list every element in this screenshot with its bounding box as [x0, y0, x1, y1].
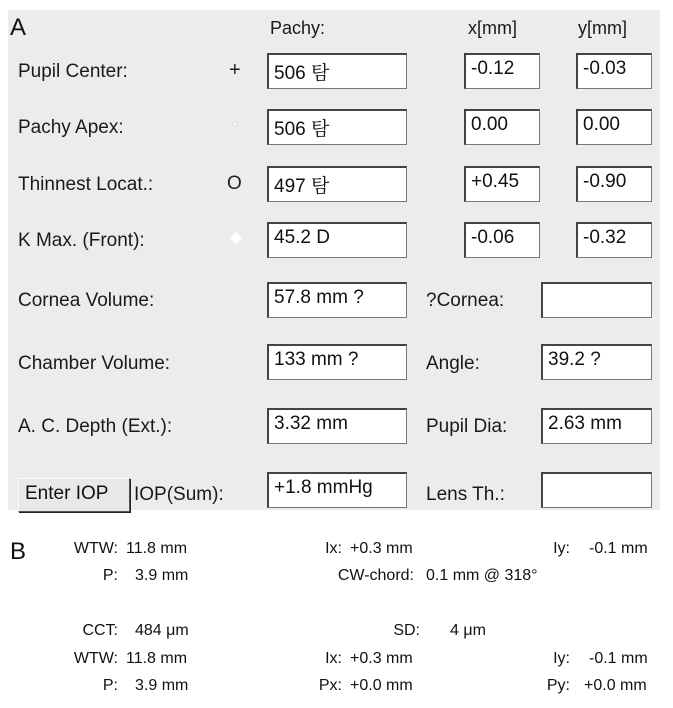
px-value: +0.0 mm	[350, 677, 413, 694]
wtw-2-label: WTW:	[73, 650, 118, 667]
section-a-label: A	[10, 14, 27, 41]
pupil-dia-label: Pupil Dia:	[426, 416, 508, 437]
thinnest-location-label: Thinnest Locat.:	[18, 174, 154, 195]
pentacam-data-panel	[8, 10, 660, 510]
pupil-center-x-field[interactable]: -0.12	[464, 53, 540, 89]
cw-chord-value: 0.1 mm @ 318°	[426, 567, 538, 584]
ix-label: Ix:	[325, 540, 342, 557]
cornea-volume-field[interactable]: 57.8 mm ?	[267, 282, 407, 318]
iy-2-value: -0.1 mm	[589, 650, 648, 667]
wtw-2-value: 11.8 mm	[126, 650, 188, 667]
iop-sum-field[interactable]: +1.8 mmHg	[267, 472, 407, 508]
cct-label: CCT:	[82, 622, 118, 639]
circle-marker-icon: O	[227, 173, 242, 194]
pupil-center-pachy-field[interactable]: 506 탐	[267, 53, 407, 89]
k-max-front-pachy-field[interactable]: 45.2 D	[267, 222, 407, 258]
k-max-front-y-field[interactable]: -0.32	[576, 222, 652, 258]
wtw-label: WTW:	[73, 540, 118, 557]
lens-thickness-label: Lens Th.:	[426, 484, 505, 505]
sd-value: 4 μm	[450, 622, 486, 639]
ix-value: +0.3 mm	[350, 540, 413, 557]
py-label: Py:	[546, 677, 570, 694]
cw-chord-label: CW-chord:	[337, 567, 414, 584]
crosshair-marker-icon: +	[229, 59, 241, 81]
thinnest-location-y-field[interactable]: -0.90	[576, 166, 652, 202]
section-b-label: B	[10, 538, 27, 565]
iy-2-label: Iy:	[553, 650, 570, 667]
thinnest-location-x-field[interactable]: +0.45	[464, 166, 540, 202]
cct-value: 484 μm	[135, 622, 189, 639]
p-label: P:	[102, 567, 118, 584]
q-cornea-field[interactable]	[541, 282, 652, 318]
iy-value: -0.1 mm	[589, 540, 648, 557]
p-2-label: P:	[102, 677, 118, 694]
ix-2-label: Ix:	[325, 650, 342, 667]
angle-field[interactable]: 39.2 ?	[541, 344, 652, 380]
p-2-value: 3.9 mm	[135, 677, 189, 694]
pachy-apex-x-field[interactable]: 0.00	[464, 109, 540, 145]
ac-depth-label: A. C. Depth (Ext.):	[18, 416, 173, 437]
diamond-marker-icon: ◆	[230, 229, 243, 246]
pachy-apex-y-field[interactable]: 0.00	[576, 109, 652, 145]
p-value: 3.9 mm	[135, 567, 189, 584]
pachy-apex-label: Pachy Apex:	[18, 117, 124, 138]
iop-sum-label: IOP(Sum):	[134, 484, 224, 505]
wtw-value: 11.8 mm	[126, 540, 188, 557]
dot-marker-icon: •	[233, 117, 238, 131]
chamber-volume-label: Chamber Volume:	[18, 353, 171, 374]
k-max-front-label: K Max. (Front):	[18, 230, 145, 251]
enter-iop-button[interactable]: Enter IOP	[18, 478, 130, 512]
pupil-center-label: Pupil Center:	[18, 61, 128, 82]
px-label: Px:	[318, 677, 342, 694]
pachy-apex-pachy-field[interactable]: 506 탐	[267, 109, 407, 145]
x-column-header: x[mm]	[468, 18, 517, 38]
pupil-dia-field[interactable]: 2.63 mm	[541, 408, 652, 444]
cornea-volume-label: Cornea Volume:	[18, 290, 155, 311]
sd-label: SD:	[393, 622, 420, 639]
ac-depth-field[interactable]: 3.32 mm	[267, 408, 407, 444]
iy-label: Iy:	[553, 540, 570, 557]
pachy-column-header: Pachy:	[270, 18, 326, 38]
y-column-header: y[mm]	[578, 18, 627, 38]
chamber-volume-field[interactable]: 133 mm ?	[267, 344, 407, 380]
ix-2-value: +0.3 mm	[350, 650, 413, 667]
angle-label: Angle:	[426, 353, 480, 374]
k-max-front-x-field[interactable]: -0.06	[464, 222, 540, 258]
lens-thickness-field[interactable]	[541, 472, 652, 508]
pupil-center-y-field[interactable]: -0.03	[576, 53, 652, 89]
thinnest-location-pachy-field[interactable]: 497 탐	[267, 166, 407, 202]
q-cornea-label: ?Cornea:	[426, 290, 505, 311]
py-value: +0.0 mm	[584, 677, 647, 694]
